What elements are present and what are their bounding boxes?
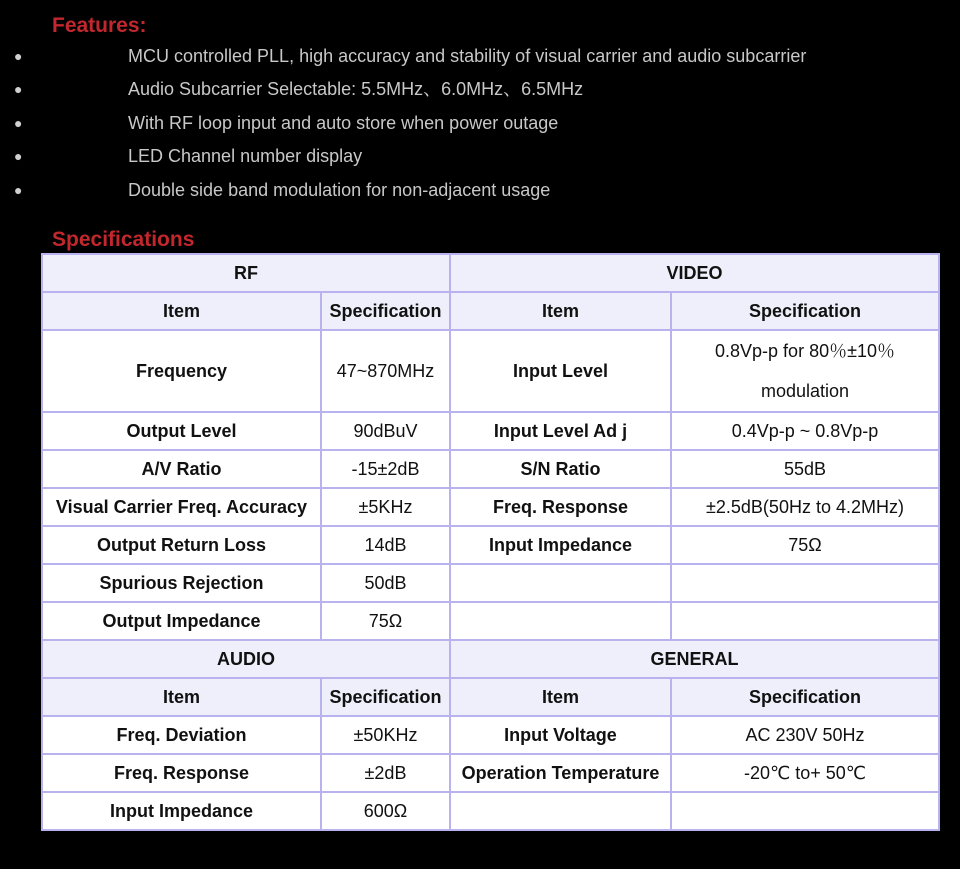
section-header-row: [42, 254, 939, 292]
bullet-icon: ●: [14, 48, 23, 64]
rf-item-value: 50dB: [321, 564, 450, 602]
features-heading: Features:: [52, 14, 147, 37]
table-row: [42, 564, 939, 602]
video-item-value: 0.4Vp-p ~ 0.8Vp-p: [671, 412, 939, 450]
feature-item: [0, 73, 960, 106]
rf-item-label: Spurious Rejection: [42, 564, 321, 602]
rf-item-label: Visual Carrier Freq. Accuracy: [42, 488, 321, 526]
rf-item-value: 90dBuV: [321, 412, 450, 450]
column-header-spec: Specification: [321, 292, 450, 330]
table-row: [42, 754, 939, 792]
general-item-label: Input Voltage: [450, 716, 671, 754]
bullet-icon: ●: [14, 148, 23, 165]
feature-item: [0, 40, 960, 73]
video-item-label: Freq. Response: [450, 488, 671, 526]
feature-item: [0, 174, 960, 207]
audio-item-value: ±2dB: [321, 754, 450, 792]
feature-text: With RF loop input and auto store when power outage: [128, 112, 559, 133]
table-row: [42, 330, 939, 412]
empty-cell: [671, 564, 939, 602]
video-item-label: Input Level: [450, 330, 671, 412]
section-title-video: VIDEO: [450, 254, 939, 292]
video-item-label: S/N Ratio: [450, 450, 671, 488]
column-header-item: Item: [42, 678, 321, 716]
bullet-icon: ●: [14, 114, 23, 131]
section-header-row: [42, 640, 939, 678]
feature-item: [0, 107, 960, 140]
feature-text: Audio Subcarrier Selectable: 5.5MHz、6.0MHz、6.5MHz: [128, 79, 584, 100]
rf-item-value: -15±2dB: [321, 450, 450, 488]
specifications-heading: Specifications: [52, 228, 195, 251]
section-title-general: GENERAL: [450, 640, 939, 678]
table-row: [42, 716, 939, 754]
video-item-label: Input Level Ad j: [450, 412, 671, 450]
video-item-label: Input Impedance: [450, 526, 671, 564]
table-row: [42, 602, 939, 640]
empty-cell: [450, 564, 671, 602]
feature-item: [0, 140, 960, 173]
video-item-value: 75Ω: [671, 526, 939, 564]
column-header-item: Item: [450, 292, 671, 330]
specifications-table: [41, 253, 940, 831]
table-row: [42, 450, 939, 488]
audio-item-label: Input Impedance: [42, 792, 321, 830]
column-header-spec: Specification: [671, 292, 939, 330]
bullet-icon: ●: [14, 81, 23, 98]
empty-cell: [450, 602, 671, 640]
features-list: [0, 40, 960, 207]
column-header-item: Item: [450, 678, 671, 716]
rf-item-label: Output Return Loss: [42, 526, 321, 564]
audio-item-value: 600Ω: [321, 792, 450, 830]
section-title-rf: RF: [42, 254, 450, 292]
column-header-item: Item: [42, 292, 321, 330]
rf-item-label: Frequency: [42, 330, 321, 412]
column-header-spec: Specification: [321, 678, 450, 716]
video-item-value: [671, 330, 939, 412]
rf-item-label: A/V Ratio: [42, 450, 321, 488]
rf-item-value: ±5KHz: [321, 488, 450, 526]
rf-item-label: Output Level: [42, 412, 321, 450]
feature-text: MCU controlled PLL, high accuracy and stability of visual carrier and audio subcarrier: [128, 46, 807, 66]
feature-text: LED Channel number display: [128, 146, 363, 167]
feature-text: Double side band modulation for non-adjacent usage: [128, 179, 551, 200]
audio-item-label: Freq. Response: [42, 754, 321, 792]
general-item-value: AC 230V 50Hz: [671, 716, 939, 754]
table-row: [42, 412, 939, 450]
video-item-value-line2: modulation: [760, 381, 850, 401]
empty-cell: [671, 602, 939, 640]
table-row: [42, 792, 939, 830]
table-row: [42, 526, 939, 564]
general-item-value: -20℃ to+ 50℃: [671, 754, 939, 792]
empty-cell: [671, 792, 939, 830]
rf-item-value: 47~870MHz: [321, 330, 450, 412]
audio-item-value: ±50KHz: [321, 716, 450, 754]
rf-item-value: 14dB: [321, 526, 450, 564]
section-title-audio: AUDIO: [42, 640, 450, 678]
empty-cell: [450, 792, 671, 830]
rf-item-value: 75Ω: [321, 602, 450, 640]
general-item-label: Operation Temperature: [450, 754, 671, 792]
audio-item-label: Freq. Deviation: [42, 716, 321, 754]
video-item-value-line1: 0.8Vp-p for 80％±10％: [715, 341, 895, 361]
table-row: [42, 488, 939, 526]
video-item-value: 55dB: [671, 450, 939, 488]
video-item-value: ±2.5dB(50Hz to 4.2MHz): [671, 488, 939, 526]
bullet-icon: ●: [14, 181, 23, 198]
rf-item-label: Output Impedance: [42, 602, 321, 640]
column-header-row: [42, 292, 939, 330]
column-header-spec: Specification: [671, 678, 939, 716]
column-header-row: [42, 678, 939, 716]
